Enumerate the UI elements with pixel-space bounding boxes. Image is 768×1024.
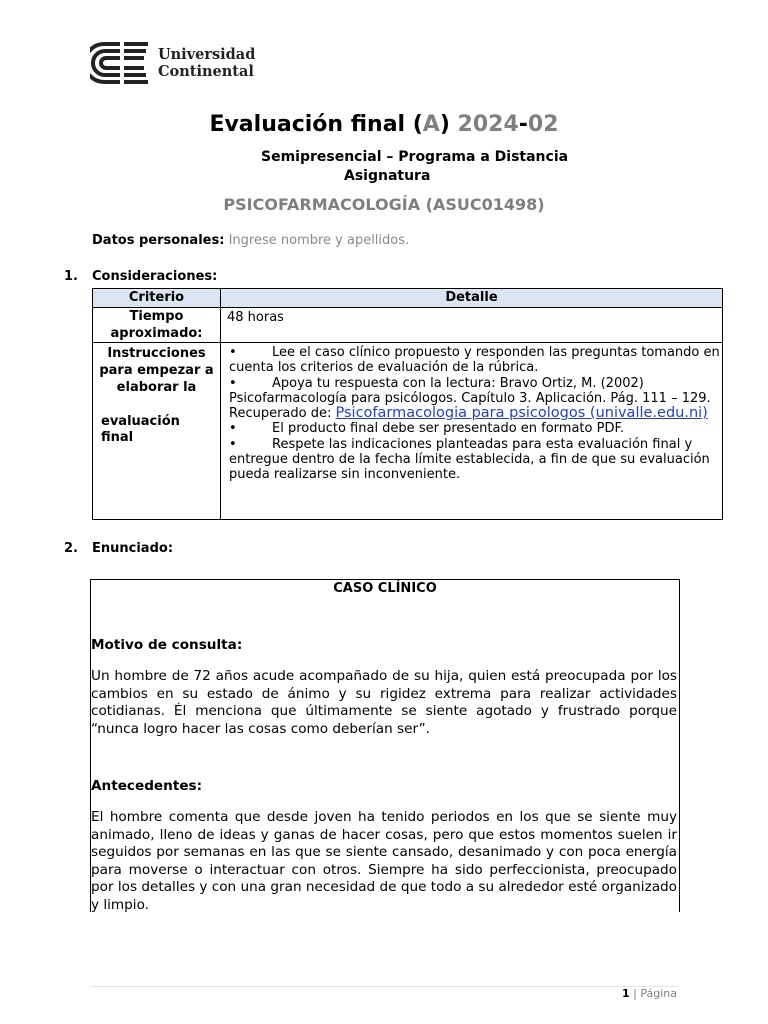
section-2-heading <box>64 541 173 556</box>
section-1-number: 1. <box>64 269 78 284</box>
table-row <box>93 308 723 343</box>
case-paragraph-consultation: Un hombre de 72 años acude acompañado de su hija, quien está preocupada por los cambios en su estado de ánimo y su rigidez extrema para realizar actividades cotidianas. Él menciona que últimamente se siente agotado y frustrado porque “nunca logro hacer las cosas como deberían ser”. <box>91 668 677 737</box>
page-label: Página <box>640 987 677 1000</box>
instruction-1: Lee el caso clínico propuesto y responden las preguntas tomando en cuenta los criterios de evaluación de la rúbrica. <box>229 345 720 376</box>
list-item <box>229 376 720 422</box>
table-header-row <box>93 289 723 308</box>
bullet-icon: • <box>229 436 237 452</box>
case-paragraph-background: El hombre comenta que desde joven ha tenido periodos en los que se siente muy animado, lleno de ideas y ganas de hacer cosas, pero que estos momentos suelen ir seguidos por semanas en las que se siente cansado, desanimado y con poca energía para moverse o interactuar con otros. Siempre ha sido perfeccionista, preocupado por los detalles y con una gran necesidad de que todo a su alrededor esté organizado y limpio. <box>91 809 677 912</box>
list-item <box>229 437 720 483</box>
title-letter: A <box>422 112 440 137</box>
list-item <box>229 421 720 436</box>
reading-link[interactable]: Psicofarmacologia para psicologos (univalle.edu.ni) <box>335 405 708 422</box>
case-box <box>90 579 680 912</box>
logo-line-2: Continental <box>158 63 254 80</box>
footer-divider <box>90 986 678 987</box>
criteria-table <box>92 288 723 520</box>
modality: Semipresencial – Programa a Distancia <box>261 149 569 165</box>
instruction-3: El producto final debe ser presentado en formato PDF. <box>272 421 624 437</box>
logo-line-1: Universidad <box>158 46 256 63</box>
title-prefix: Evaluación final ( <box>209 112 423 137</box>
personal-data-placeholder[interactable]: Ingrese nombre y apellidos. <box>228 233 410 248</box>
personal-data-label: Datos personales: <box>92 233 225 248</box>
row1-value: 48 horas <box>221 308 723 343</box>
instruction-4: Respete las indicaciones planteadas para esta evaluación final y entregue dentro de la fecha límite establecida, a fin de que su evaluación pueda realizarse sin inconveniente. <box>229 436 710 483</box>
case-heading-background: Antecedentes: <box>91 778 203 794</box>
page-footer <box>622 987 677 1000</box>
case-title: CASO CLÍNICO <box>333 581 437 596</box>
bullet-icon: • <box>229 375 237 391</box>
page-title <box>0 112 768 137</box>
table-row <box>93 343 723 520</box>
row1-label: Tiempo aproximado: <box>93 308 221 343</box>
university-logo <box>90 42 255 84</box>
row2-label: Instrucciones para empezar a elaborar la <box>99 346 214 395</box>
row2-label-cell <box>93 343 221 520</box>
subject-label: Asignatura <box>344 168 431 184</box>
header-detalle: Detalle <box>221 289 723 308</box>
row2-label-2: evaluación final <box>101 414 180 445</box>
section-1-heading <box>64 269 217 284</box>
title-dash: - <box>518 112 528 137</box>
page-number: 1 <box>621 987 630 1000</box>
title-mid: ) <box>439 112 458 137</box>
personal-data <box>92 233 409 248</box>
bullet-icon: • <box>229 345 237 360</box>
page-separator: | <box>633 987 637 1000</box>
case-heading-consultation: Motivo de consulta: <box>91 637 243 653</box>
list-item <box>229 345 720 376</box>
instruction-2: Apoya tu respuesta con la lectura: Bravo Ortiz, M. (2002) Psicofarmacología para psicólogos. Capítulo 3. Aplicación. Pág. 111 – 129. Recuperado de: <box>229 375 711 422</box>
course-name: PSICOFARMACOLOGÍA (ASUC01498) <box>223 195 545 214</box>
section-2-title: Enunciado: <box>92 541 174 556</box>
university-name <box>158 46 255 80</box>
section-1-title: Consideraciones: <box>92 269 218 284</box>
row2-details <box>221 343 723 520</box>
header-criterio: Criterio <box>93 289 221 308</box>
bullet-icon: • <box>229 421 237 437</box>
section-2-number: 2. <box>64 541 78 556</box>
university-logo-icon <box>90 42 152 84</box>
title-year: 2024 <box>457 112 519 137</box>
title-period: 02 <box>527 112 559 137</box>
